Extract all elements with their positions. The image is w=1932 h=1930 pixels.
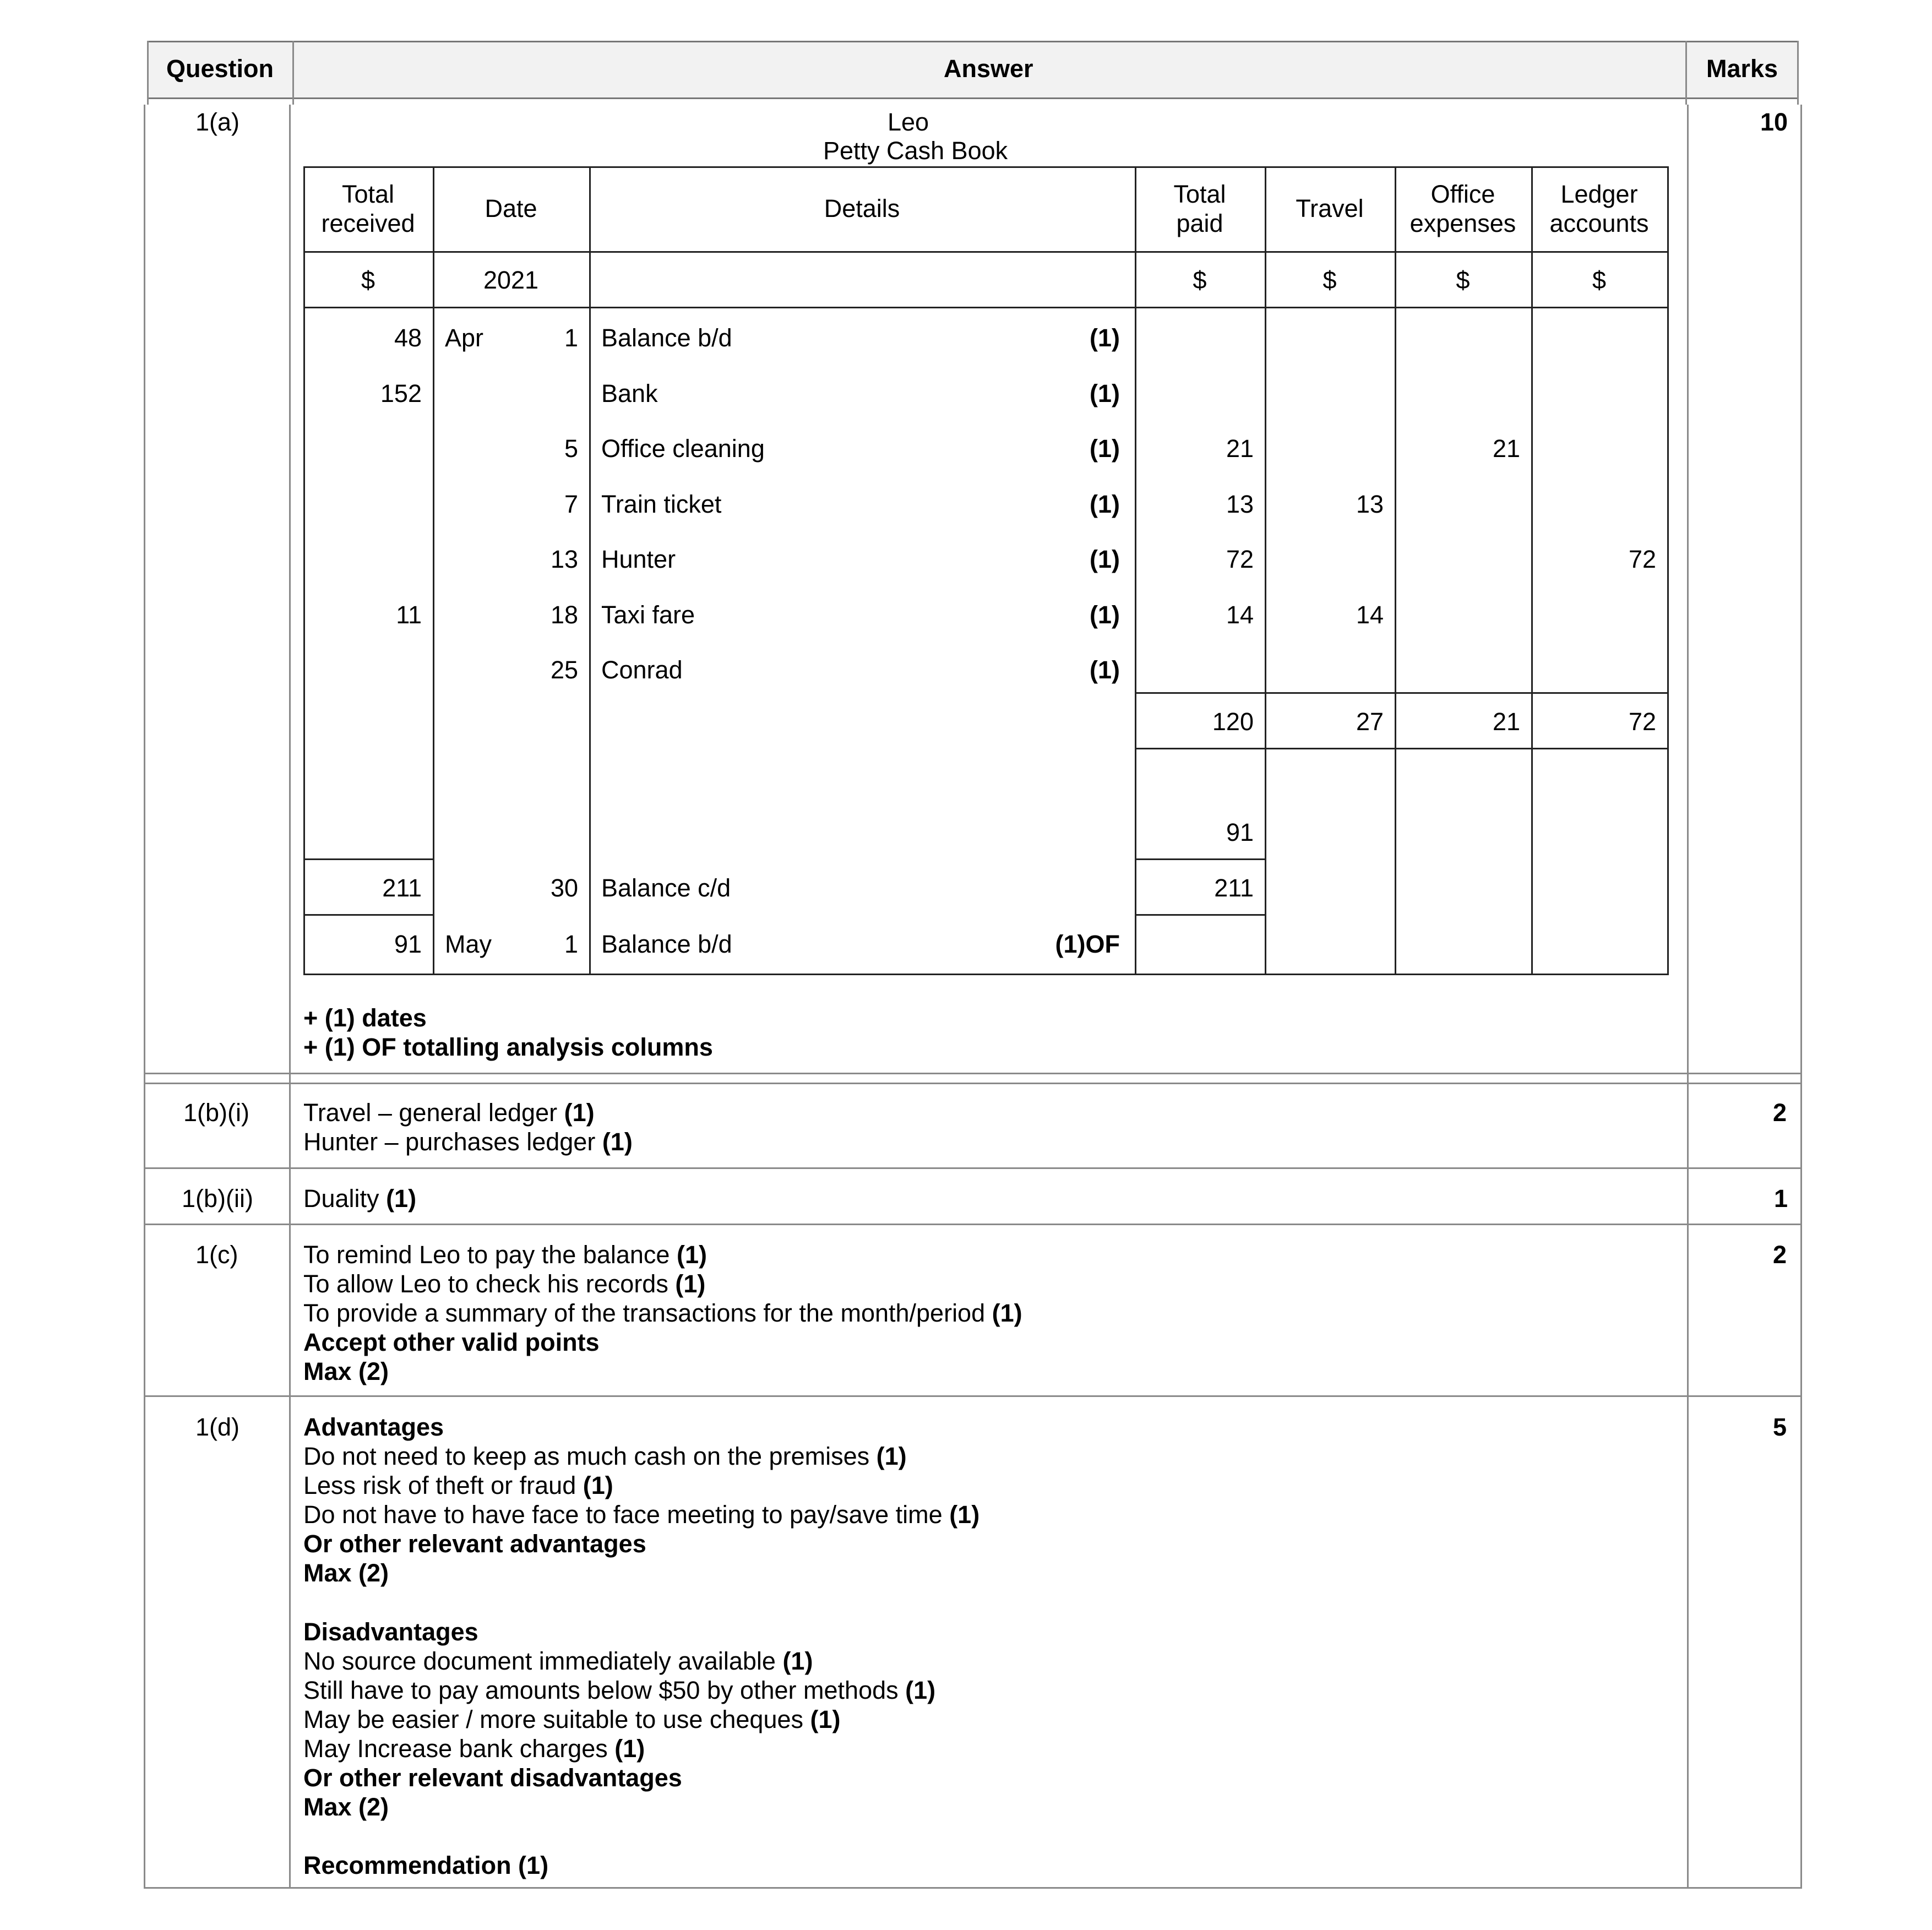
ledger-row-5-details: Hunter bbox=[601, 545, 676, 573]
answer-1c-line-3: To provide a summary of the transactions for the month/period (1) bbox=[303, 1299, 1022, 1328]
ledger-row-2-details: Bank bbox=[601, 379, 658, 407]
col-header-office-expenses: Office expenses bbox=[1409, 180, 1516, 238]
answer-1c-line-2: To allow Leo to check his records (1) bbox=[303, 1270, 706, 1298]
disadvantages-other: Or other relevant disadvantages bbox=[303, 1764, 682, 1792]
ledger-row-3-mark: (1) bbox=[1090, 434, 1120, 463]
balance-bd-mark: (1)OF bbox=[1055, 930, 1120, 958]
unit-office: $ bbox=[1456, 266, 1470, 294]
balance-bd-month: May bbox=[445, 930, 492, 958]
marks-1d: 5 bbox=[1773, 1413, 1787, 1441]
marks-1a: 10 bbox=[1760, 108, 1788, 136]
table-right-border bbox=[1800, 105, 1802, 1889]
row-line-units bbox=[303, 307, 1669, 308]
ledger-row-6-received: 11 bbox=[396, 601, 422, 629]
col-header-total-paid: Total paid bbox=[1173, 180, 1226, 238]
row-line-top bbox=[303, 166, 1669, 168]
balance-bd-day: 1 bbox=[564, 930, 578, 958]
row-line-totals-top bbox=[1135, 692, 1669, 694]
disadvantage-2: Still have to pay amounts below $50 by other methods (1) bbox=[303, 1676, 936, 1704]
unit-paid: $ bbox=[1193, 266, 1207, 294]
ledger-title: Petty Cash Book bbox=[823, 137, 1008, 165]
row-line-bottom bbox=[303, 974, 1669, 975]
disadvantage-3: May be easier / more suitable to use cheques (1) bbox=[303, 1705, 841, 1733]
ledger-row-7-mark: (1) bbox=[1090, 656, 1120, 684]
ledger-row-5-ledger: 72 bbox=[1628, 545, 1656, 573]
question-column-divider bbox=[289, 105, 291, 1889]
total-travel: 27 bbox=[1356, 708, 1384, 736]
ledger-row-5-mark: (1) bbox=[1090, 545, 1120, 573]
answer-1c-accept-note: Accept other valid points bbox=[303, 1328, 600, 1357]
header-divider-right bbox=[1797, 41, 1799, 105]
recommendation: Recommendation (1) bbox=[303, 1851, 549, 1880]
answer-1c-max: Max (2) bbox=[303, 1357, 389, 1386]
disadvantage-4: May Increase bank charges (1) bbox=[303, 1735, 645, 1763]
section-separator-1a-bottom bbox=[144, 1083, 1802, 1084]
row-line-received-total-top bbox=[303, 858, 434, 860]
col-line-7 bbox=[1667, 166, 1669, 975]
marks-1bii: 1 bbox=[1774, 1184, 1788, 1213]
note-totalling: + (1) OF totalling analysis columns bbox=[303, 1033, 713, 1061]
question-id-1d: 1(d) bbox=[195, 1413, 240, 1441]
ledger-row-1-received: 48 bbox=[394, 324, 422, 352]
marks-1bi: 2 bbox=[1773, 1099, 1787, 1127]
ledger-row-6-paid: 14 bbox=[1226, 601, 1254, 629]
question-header: Question bbox=[166, 55, 274, 83]
question-id-1bi: 1(b)(i) bbox=[183, 1099, 249, 1127]
ledger-row-2-received: 152 bbox=[380, 379, 422, 407]
marks-1c: 2 bbox=[1773, 1241, 1787, 1269]
ledger-row-4-mark: (1) bbox=[1090, 490, 1120, 518]
section-separator-1a-top bbox=[144, 1073, 1802, 1074]
ledger-row-3-day: 5 bbox=[564, 434, 578, 463]
answer-header: Answer bbox=[944, 55, 1033, 83]
petty-cash-book-table bbox=[303, 166, 1674, 975]
ledger-row-2-mark: (1) bbox=[1090, 379, 1120, 407]
section-separator-1c bbox=[144, 1224, 1802, 1225]
balance-bd-details: Balance b/d bbox=[601, 930, 732, 958]
answer-1c bbox=[303, 1240, 1022, 1386]
balance-bd-received: 91 bbox=[394, 930, 422, 958]
ledger-row-3-details: Office cleaning bbox=[601, 434, 765, 463]
row-line-paid-total-bottom bbox=[1135, 914, 1266, 916]
balance-cd-details: Balance c/d bbox=[601, 874, 731, 902]
col-header-travel: Travel bbox=[1296, 194, 1364, 222]
ledger-row-1-details: Balance b/d bbox=[601, 324, 732, 352]
advantage-1: Do not need to keep as much cash on the premises (1) bbox=[303, 1442, 907, 1471]
answer-1bi-line-1: Travel – general ledger (1) bbox=[303, 1099, 595, 1127]
header-divider-left bbox=[147, 41, 149, 105]
ledger-row-6-details: Taxi fare bbox=[601, 601, 695, 629]
row-line-totals-bottom bbox=[1135, 748, 1669, 749]
ledger-row-5-day: 13 bbox=[550, 545, 578, 573]
advantages-heading: Advantages bbox=[303, 1413, 444, 1441]
ledger-row-7-details: Conrad bbox=[601, 656, 683, 684]
question-id-1a: 1(a) bbox=[195, 108, 240, 136]
advantages-other: Or other relevant advantages bbox=[303, 1530, 646, 1558]
ledger-row-4-day: 7 bbox=[564, 490, 578, 518]
ledger-row-6-mark: (1) bbox=[1090, 601, 1120, 629]
answer-1bii bbox=[303, 1184, 416, 1213]
col-header-total-received: Total received bbox=[321, 180, 415, 238]
ledger-row-4-travel: 13 bbox=[1356, 490, 1384, 518]
balance-cd-paid: 91 bbox=[1226, 818, 1254, 846]
spacer-2 bbox=[303, 1822, 979, 1851]
disadvantages-heading: Disadvantages bbox=[303, 1617, 478, 1646]
section-separator-1d bbox=[144, 1395, 1802, 1397]
ledger-row-6-travel: 14 bbox=[1356, 601, 1384, 629]
col-header-date: Date bbox=[485, 194, 537, 222]
marks-header: Marks bbox=[1706, 55, 1778, 83]
col-header-details: Details bbox=[824, 194, 900, 222]
total-office: 21 bbox=[1492, 708, 1520, 736]
ledger-row-4-details: Train ticket bbox=[601, 490, 722, 518]
header-divider-2 bbox=[1685, 41, 1687, 105]
marks-column-divider bbox=[1687, 105, 1689, 1889]
row-line-received-total-bottom bbox=[303, 914, 434, 916]
disadvantage-1: No source document immediately available (1) bbox=[303, 1646, 813, 1675]
unit-travel: $ bbox=[1323, 266, 1337, 294]
unit-ledger: $ bbox=[1592, 266, 1607, 294]
row-line-paid-total-top bbox=[1135, 858, 1266, 860]
paid-grand-total: 211 bbox=[1214, 874, 1254, 902]
answer-1bi bbox=[303, 1098, 633, 1156]
ledger-row-3-paid: 21 bbox=[1226, 434, 1254, 463]
section-separator-1bii bbox=[144, 1167, 1802, 1169]
table-left-border bbox=[144, 105, 145, 1889]
advantages-max: Max (2) bbox=[303, 1559, 389, 1588]
spacer-1 bbox=[303, 1588, 979, 1617]
ledger-row-1-month: Apr bbox=[445, 324, 484, 352]
col-header-ledger-accounts: Ledger accounts bbox=[1549, 180, 1649, 238]
ledger-row-6-day: 18 bbox=[550, 601, 578, 629]
unit-year: 2021 bbox=[483, 266, 539, 294]
answer-1c-line-1: To remind Leo to pay the balance (1) bbox=[303, 1241, 707, 1269]
answer-1bii-line-1: Duality (1) bbox=[303, 1184, 417, 1213]
ledger-row-3-office: 21 bbox=[1492, 434, 1520, 463]
total-ledger: 72 bbox=[1628, 708, 1656, 736]
row-line-header bbox=[303, 251, 1669, 253]
ledger-row-4-paid: 13 bbox=[1226, 490, 1254, 518]
unit-received: $ bbox=[361, 266, 375, 294]
total-paid: 120 bbox=[1212, 708, 1254, 736]
table-bottom-border bbox=[144, 1887, 1802, 1889]
answer-1d bbox=[303, 1412, 979, 1880]
disadvantages-max: Max (2) bbox=[303, 1793, 389, 1822]
ledger-owner-name: Leo bbox=[888, 108, 929, 136]
received-grand-total: 211 bbox=[382, 874, 422, 902]
question-id-1bii: 1(b)(ii) bbox=[182, 1184, 253, 1213]
header-divider-1 bbox=[292, 41, 294, 105]
ledger-row-1-mark: (1) bbox=[1090, 324, 1120, 352]
question-id-1c: 1(c) bbox=[195, 1241, 238, 1269]
balance-cd-day: 30 bbox=[550, 874, 578, 902]
answer-1bi-line-2: Hunter – purchases ledger (1) bbox=[303, 1128, 633, 1156]
col-line-2 bbox=[589, 166, 591, 975]
advantage-2: Less risk of theft or fraud (1) bbox=[303, 1471, 613, 1500]
ledger-row-5-paid: 72 bbox=[1226, 545, 1254, 573]
advantage-3: Do not have to have face to face meeting to pay/save time (1) bbox=[303, 1500, 980, 1529]
ledger-row-7-day: 25 bbox=[550, 656, 578, 684]
ledger-row-1-day: 1 bbox=[564, 324, 578, 352]
note-dates: + (1) dates bbox=[303, 1004, 427, 1032]
